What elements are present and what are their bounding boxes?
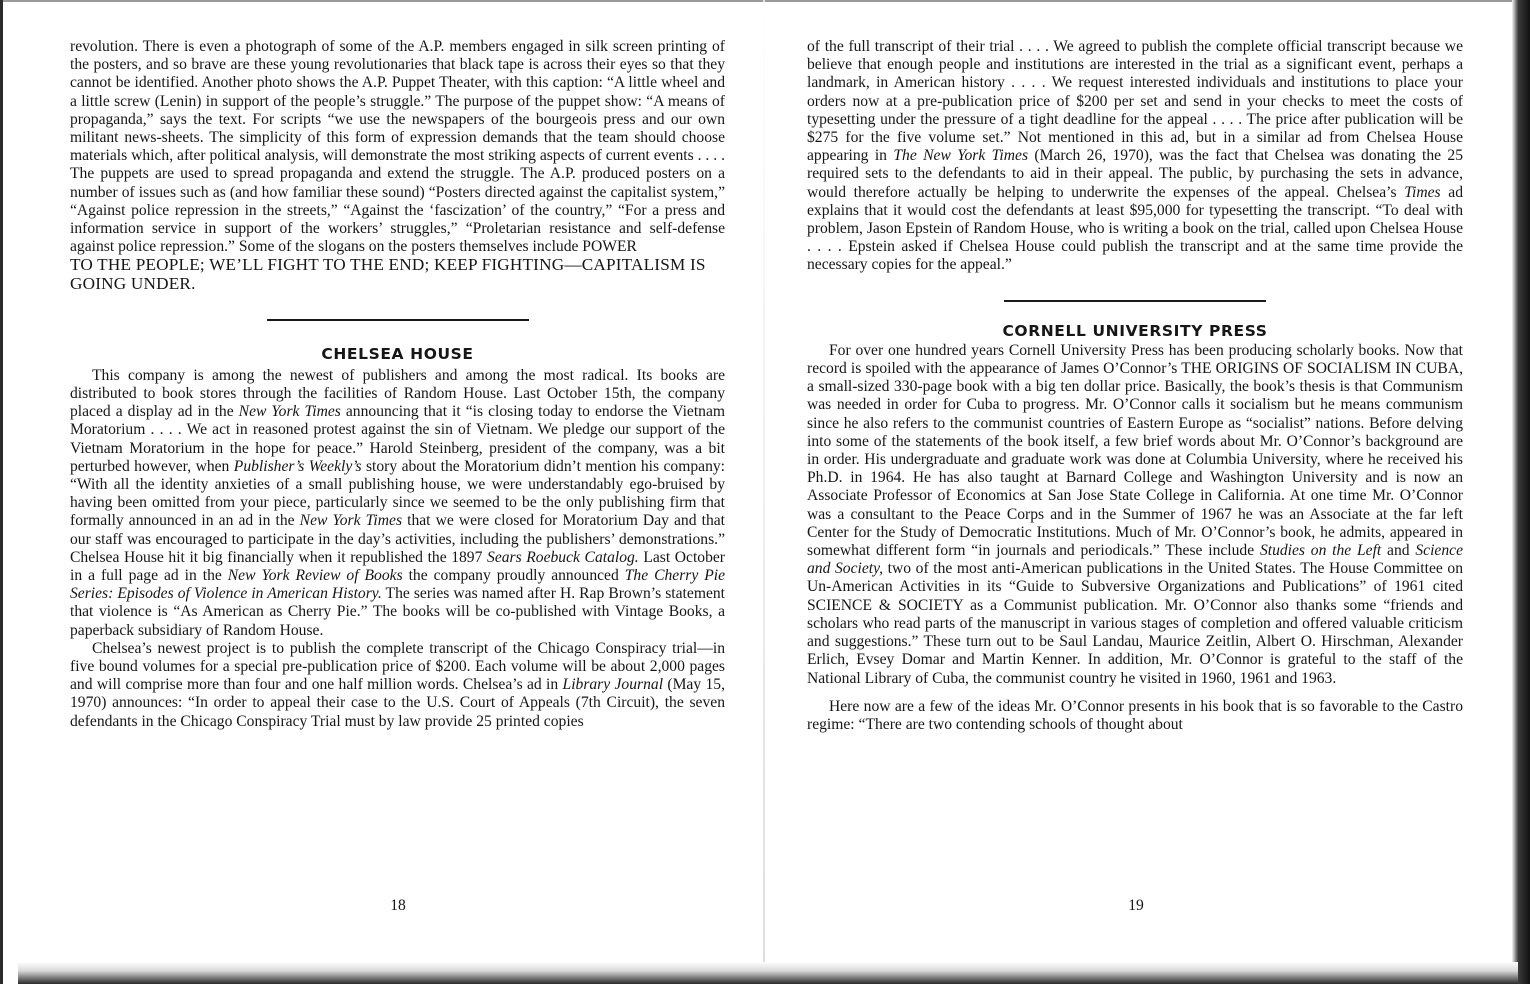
left-page	[70, 38, 725, 731]
chelsea-paragraph-2: Chelsea’s newest project is to publish the complete transcript of the Chicago Conspiracy trial—in five bound volumes for a special pre-publication price of $200. Each volume will be about 2,000 pages and will comprise more than four and one half million words. Chelsea’s ad in Library Journal (May 15, 1970) announces: “In order to appeal their case to the U.S. Court of Appeals (7th Circuit), the seven defendants in the Chicago Conspiracy Trial must by law provide 25 printed copies	[70, 639, 725, 730]
spread-top-edge	[0, 0, 1530, 2]
section-heading-chelsea-house: CHELSEA HOUSE	[321, 344, 474, 363]
page-number-right: 19	[1128, 897, 1144, 914]
book-gutter	[763, 0, 765, 984]
section-divider	[267, 319, 529, 321]
cornell-paragraph-2: Here now are a few of the ideas Mr. O’Connor presents in his book that is so favorable to the Castro regime: “There are two contending schools of thought about	[807, 697, 1463, 733]
right-page-edge	[1512, 0, 1530, 984]
chelsea-paragraph-1: This company is among the newest of publishers and among the most radical. Its books are distributed to book stores through the facilities of Random House. Last October 15th, the company placed a display ad in the New York Times announcing that it “is closing today to endorse the Vietnam Moratorium . . . . We act in reasoned protest against the sin of Vietnam. We pledge our support of the Vietnam Moratorium in the hope for peace.” Harold Steinberg, president of the company, was a bit perturbed however, when Publisher’s Weekly’s story about the Moratorium didn’t mention his company: “With all the identity anxieties of a small publishing house, we were understandably ego-bruised by having been omitted from your piece, particularly since we seemed to be the only publishing firm that formally announced in an ad in the New York Times that we were closed for Moratorium Day and that our staff was encouraged to participate in the day’s activities, including the publishers’ demonstrations.” Chelsea House hit it big financially when it republished the 1897 Sears Roebuck Catalog. Last October in a full page ad in the New York Review of Books the company proudly announced The Cherry Pie Series: Episodes of Violence in American History. The series was named after H. Rap Brown’s statement that violence is “As American as Cherry Pie.” The books will be co-published with Vintage Books, a paperback subsidiary of Random House.	[70, 366, 725, 639]
left-page-edge	[0, 0, 3, 984]
page-number-left: 18	[390, 897, 406, 914]
spread-bottom-edge	[18, 962, 1518, 984]
continued-paragraph-right: of the full transcript of their trial . . . . We agreed to publish the complete official transcript because we believe that enough people and institutions are interested in the trial as a significant event, perhaps a landmark, in American history . . . . We request interested individuals and institutions to place your orders now at a pre-publication price of $200 per set and send in your checks to meet the costs of typesetting under the pressure of a tight deadline for the appeal . . . . The price after publication will be $275 for the five volume set.” Not mentioned in this ad, but in a similar ad from Chelsea House appearing in The New York Times (March 26, 1970), was the fact that Chelsea was donating the 25 required sets to the defendants to aid in their appeal. The public, by purchasing the sets in advance, would therefore actually be helping to underwrite the expenses of the appeal. Chelsea’s Times ad explains that it would cost the defendants at least $95,000 for typesetting the transcript. “To deal with problem, Jason Epstein of Random House, who is writing a book on the trial, called upon Chelsea House . . . . Epstein asked if Chelsea House could publish the transcript and at the same time provide the necessary copies for the appeal.”	[807, 38, 1464, 274]
right-page	[807, 38, 1463, 734]
cornell-paragraph-1: For over one hundred years Cornell University Press has been producing scholarly books. Now that record is spoiled with the appearance of James O’Connor’s THE ORIGINS OF SOCIALISM IN CUBA, a small-sized 330-page book with a big ten dollar price. Basically, the book’s thesis is that Communism was needed in order for Cuba to progress. Mr. O’Connor calls it socialism but he means communism since he also refers to the communist countries of Eastern Europe as “socialist” nations. Before delving into some of the statements of the book itself, a few brief words about Mr. O’Connor’s background are in order. His undergraduate and graduate work was done at Columbia University, where he received his Ph.D. in 1964. He has also taught at Barnard College and Washington University and is now an Associate Professor of Economics at San Jose State College in California. At one time Mr. O’Connor was a consultant to the Peace Corps and in the Summer of 1967 he was an Associate at the far left Center for the Study of Democratic Institutions. Much of Mr. O’Connor’s book, he admits, appeared in somewhat different form “in journals and periodicals.” These include Studies on the Left and Science and Society, two of the most anti-American publications in the United States. The House Committee on Un-American Activities in its “Guide to Subversive Organizations and Publications” of 1961 cited SCIENCE & SOCIETY as a Communist publication. Mr. O’Connor also thanks some “friends and scholars who read parts of the manuscript in various stages of completion and offered valuable criticism and suggestions.” These turn out to be Saul Landau, Maurice Zeitlin, Albert O. Hirschman, Alexander Erlich, Evsey Domar and Martin Kenner. In addition, Mr. O’Connor is grateful to the staff of the National Library of Cuba, the communist country he visited in 1960, 1961 and 1963.	[807, 341, 1463, 687]
section-heading-cornell-university-press: CORNELL UNIVERSITY PRESS	[1002, 321, 1268, 340]
continued-paragraph: revolution. There is even a photograph of some of the A.P. members engaged in silk screen printing of the posters, and so brave are these young revolutionaries that black tape is across their eyes so that they cannot be identified. Another photo shows the A.P. Puppet Theater, with this caption: “A little wheel and a little screw (Lenin) in support of the people’s struggle.” The purpose of the puppet show: “A means of propaganda,” says the text. For scripts “we use the newspapers of the bourgeois press and our own militant news-sheets. The simplicity of this form of expression demands that the team should choose materials which, after political analysis, will demonstrate the most striking aspects of current events . . . . The puppets are used to spread propaganda and extend the struggle. The A.P. produced posters on a number of issues such as (and how familiar these sound) “Posters directed against the capitalist system,” “Against police repression in the streets,” “Against the ‘fascization’ of the country,” “For a press and information service in support of the workers’ struggles,” “Proletarian resistance and self-defense against police repression.” Some of the slogans on the posters themselves include POWER	[70, 38, 725, 256]
section-divider	[1004, 300, 1266, 302]
slogans-caps-line: TO THE PEOPLE; WE’LL FIGHT TO THE END; KEEP FIGHTING—CAPITALISM IS GOING UNDER.	[70, 255, 706, 294]
